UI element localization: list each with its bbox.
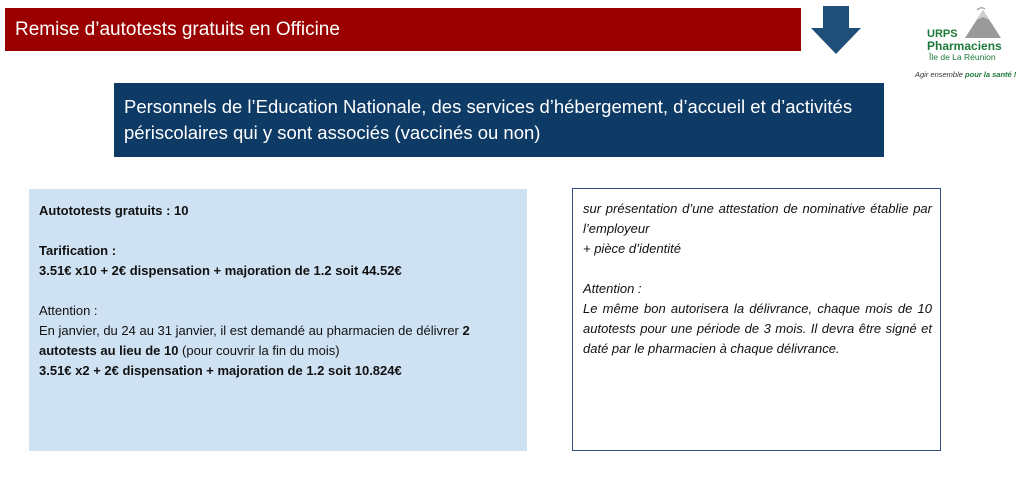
right-info-panel — [572, 188, 941, 451]
mountain-icon — [963, 6, 1003, 40]
tarification-line: 3.51€ x10 + 2€ dispensation + majoration de 1.2 soit 44.52€ — [39, 263, 402, 278]
audience-header: Personnels de l’Education Nationale, des services d’hébergement, d’accueil et d’activités périscolaires qui y sont associés (vaccinés ou non) — [114, 83, 884, 157]
arrow-down-icon — [809, 6, 863, 56]
attestation-text: sur présentation d’une attestation de nominative établie par l’employeur — [583, 201, 932, 236]
id-requirement: + pièce d’identité — [583, 241, 681, 256]
attention-label-right: Attention : — [583, 281, 642, 296]
attention-label: Attention : — [39, 303, 98, 318]
attention-text-right: Le même bon autorisera la délivrance, chaque mois de 10 autotests pour une période de 3 mois. Il devra être signé et daté par le pharmacien à chaque délivrance. — [583, 301, 932, 356]
left-info-panel — [29, 189, 527, 451]
logo-tagline: Agir ensemble pour la santé ! — [915, 70, 1017, 79]
slide-title: Remise d’autotests gratuits en Officine — [5, 8, 801, 51]
free-tests-count: Autototests gratuits : 10 — [39, 203, 189, 218]
urps-logo: URPS Pharmaciens Île de La Réunion Agir ensemble pour la santé ! — [905, 6, 1020, 86]
tarification-label: Tarification : — [39, 243, 117, 258]
attention-text: En janvier, du 24 au 31 janvier, il est demandé au pharmacien de délivrer 2 autotests au lieu de 10 (pour couvrir la fin du mois) — [39, 323, 470, 358]
tarification-line-2: 3.51€ x2 + 2€ dispensation + majoration de 1.2 soit 10.824€ — [39, 363, 402, 378]
